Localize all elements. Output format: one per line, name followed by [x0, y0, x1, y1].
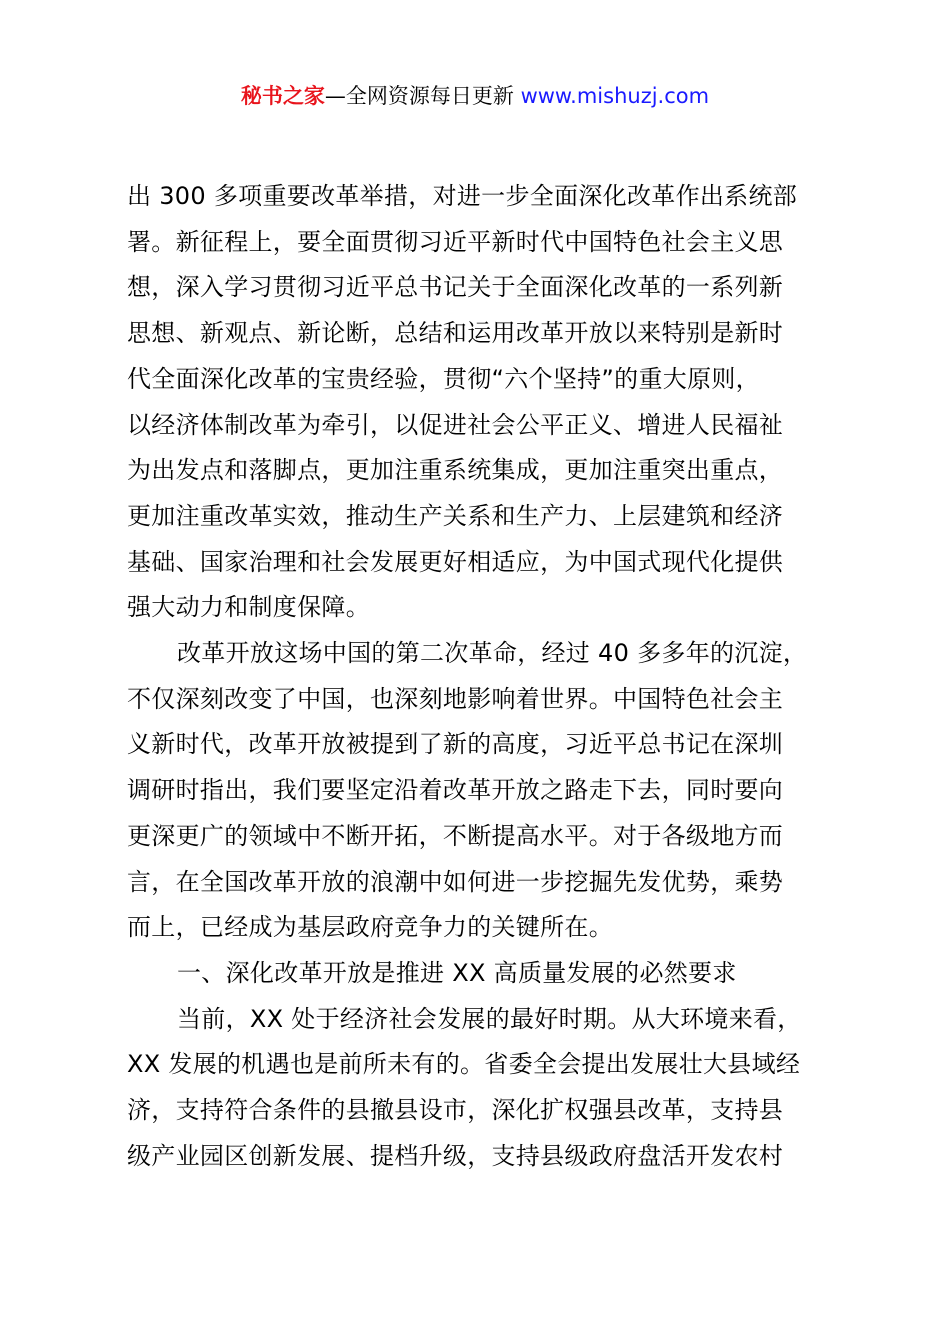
text-line: 不仅深刻改变了中国，也深刻地影响着世界。中国特色社会主: [127, 684, 784, 713]
site-url-link[interactable]: www.mishuzj.com: [520, 84, 710, 108]
site-brand: 秘书之家: [240, 84, 325, 108]
text-line: 思想、新观点、新论断，总结和运用改革开放以来特别是新时: [127, 319, 784, 348]
text-line: 而上，已经成为基层政府竞争力的关键所在。: [127, 913, 613, 942]
text-line: 更加注重改革实效，推动生产关系和生产力、上层建筑和经济: [127, 501, 784, 530]
text-line: 改革开放这场中国的第二次革命，经过 40 多多年的沉淀，: [177, 639, 808, 668]
site-tagline: —全网资源每日更新: [324, 84, 521, 108]
text-line: 调研时指出，我们要坚定沿着改革开放之路走下去，同时要向: [127, 776, 784, 805]
text-line: 济，支持符合条件的县撤县设市，深化扩权强县改革，支持县: [127, 1096, 784, 1125]
text-line: 代全面深化改革的宝贵经验，贯彻“六个坚持”的重大原则，: [127, 364, 760, 393]
site-header: [0, 80, 950, 112]
text-line: 当前，XX 处于经济社会发展的最好时期。从大环境来看，: [177, 1004, 802, 1033]
text-line: 强大动力和制度保障。: [127, 593, 370, 622]
text-line: 更深更广的领域中不断开拓，不断提高水平。对于各级地方而: [127, 821, 784, 850]
text-line: 义新时代，改革开放被提到了新的高度，习近平总书记在深圳: [127, 730, 784, 759]
text-line: 想，深入学习贯彻习近平总书记关于全面深化改革的一系列新: [127, 273, 784, 302]
text-line: 言，在全国改革开放的浪潮中如何进一步挖掘先发优势，乘势: [127, 867, 784, 896]
text-line: 署。新征程上，要全面贯彻习近平新时代中国特色社会主义思: [127, 227, 784, 256]
text-line: 一、深化改革开放是推进 XX 高质量发展的必然要求: [177, 958, 737, 987]
text-line: 出 300 多项重要改革举措，对进一步全面深化改革作出系统部: [127, 182, 798, 210]
text-line: 级产业园区创新发展、提档升级，支持县级政府盘活开发农村: [127, 1141, 784, 1170]
text-line: 以经济体制改革为牵引，以促进社会公平正义、增进人民福祉: [127, 410, 784, 439]
text-line: 基础、国家治理和社会发展更好相适应，为中国式现代化提供: [127, 547, 784, 576]
text-line: XX 发展的机遇也是前所未有的。省委全会提出发展壮大县域经: [127, 1050, 801, 1079]
document-body: [127, 174, 837, 1179]
text-line: 为出发点和落脚点，更加注重系统集成，更加注重突出重点，: [127, 456, 784, 485]
